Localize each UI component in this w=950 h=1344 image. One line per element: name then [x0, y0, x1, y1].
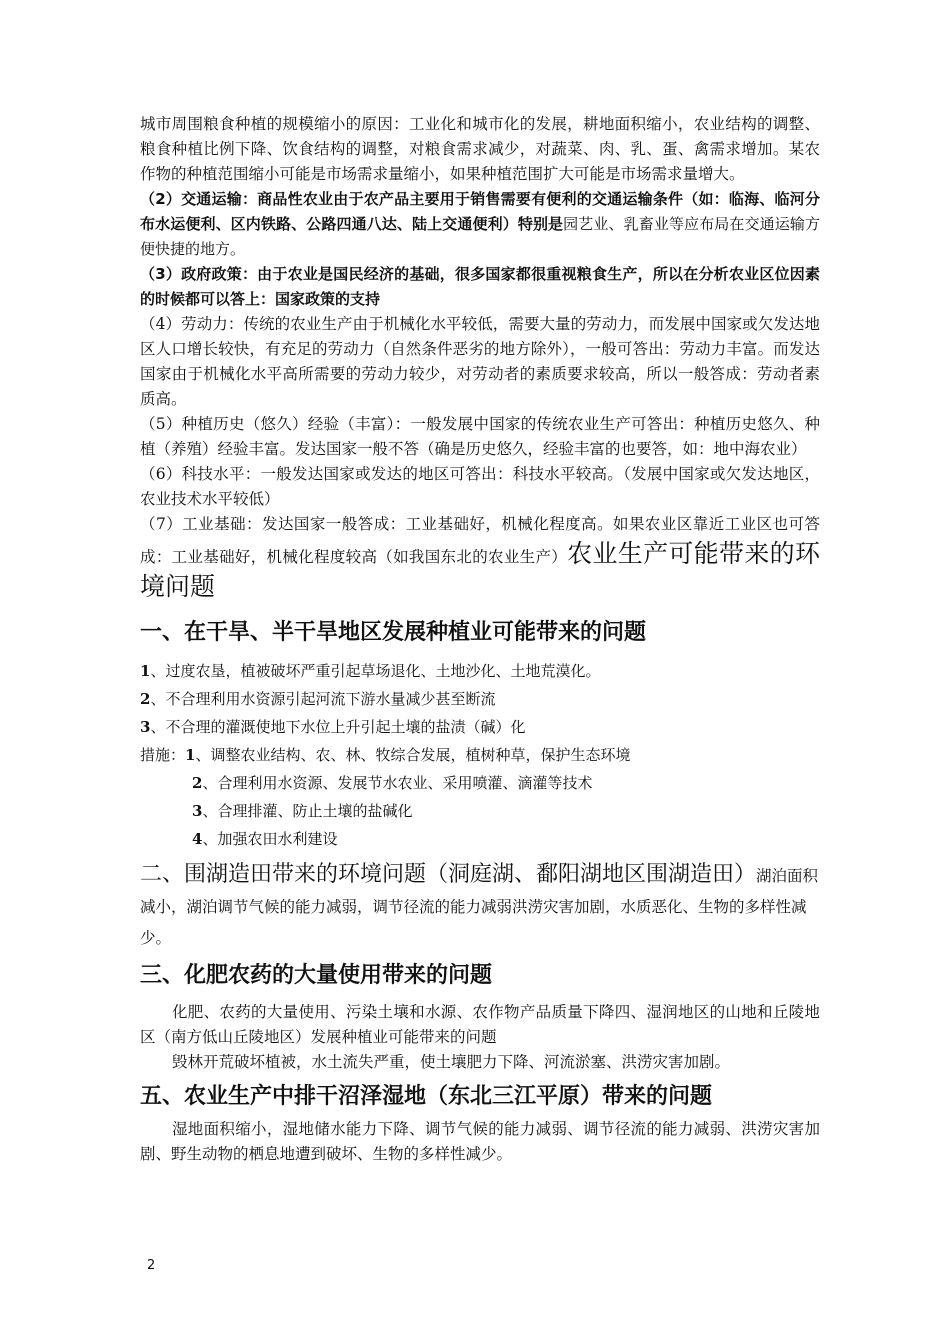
item-number: 1: [185, 746, 196, 764]
section5-heading: 五、农业生产中排干沼泽湿地（东北三江平原）带来的问题: [140, 1083, 713, 1109]
paragraph-grain-reduction: 城市周围粮食种植的规模缩小的原因：工业化和城市化的发展，耕地面积缩小，农业结构的调整、粮食种植比例下降、饮食结构的调整，对粮食需求减少，对蔬菜、肉、乳、蛋、禽需求增加。某农作物的种植范围缩小可能是市场需求量缩小，如果种植范围扩大可能是市场需求量增大。: [140, 115, 820, 183]
section3-body: 化肥、农药的大量使用、污染土壤和水源、农作物产品质量下降四、湿润地区的山地和丘陵地区（南方低山丘陵地区）发展种植业可能带来的问题: [140, 1003, 820, 1046]
section5-body: 湿地面积缩小，湿地储水能力下降、调节气候的能力减弱、调节径流的能力减弱、洪涝灾害加剧、野生动物的栖息地遭到破坏、生物的多样性减少。: [140, 1120, 820, 1163]
list-item: [140, 713, 820, 741]
paragraph-policy: （3）政府政策：由于农业是国民经济的基础，很多国家都很重视粮食生产，所以在分析农业区位因素的时候都可以答上：国家政策的支持: [140, 265, 820, 308]
section2-body: 湖泊面积减小，湖泊调节气候的能力减弱，调节径流的能力减弱洪涝灾害加剧，水质恶化、生物的多样性减少。: [140, 867, 819, 947]
measures-item: [140, 769, 820, 797]
environment-title: 农业生产可能带来的环境问题: [140, 539, 820, 601]
list-item: [140, 685, 820, 713]
page-number: 2: [147, 1258, 156, 1273]
item-text: 、加强农田水利建设: [202, 830, 338, 848]
item-text: 、过度农垦，植被破坏严重引起草场退化、土地沙化、土地荒漠化。: [150, 662, 601, 680]
paragraph-transport: [140, 187, 820, 262]
section1-heading: 一、在干旱、半干旱地区发展种植业可能带来的问题: [140, 619, 647, 645]
item-text: 、合理利用水资源、发展节水农业、采用喷灌、滴灌等技术: [202, 774, 593, 792]
industry-text: （7）工业基础：发达国家一般答成：工业基础好，机械化程度高。如果农业区靠近工业区也可答成：工业基础好，机械化程度较高（如我国东北的农业生产）: [140, 515, 820, 566]
item-number: 3: [140, 718, 151, 736]
item-number: 4: [192, 830, 203, 848]
transport-text-tail: 园艺业、乳畜业等应布局在交通运输方便快捷的地方。: [140, 215, 820, 258]
paragraph-technology: （6）科技水平：一般发达国家或发达的地区可答出：科技水平较高。（发展中国家或欠发达地区，农业技术水平较低）: [140, 465, 820, 508]
measures-item: [140, 797, 820, 825]
measures-item: [140, 741, 820, 769]
paragraph-labor: （4）劳动力：传统的农业生产由于机械化水平较低，需要大量的劳动力，而发展中国家或欠发达地区人口增长较快，有充足的劳动力（自然条件恶劣的地方除外），一般可答出：劳动力丰富。而发达国家由于机械化水平高所需要的劳动力较少，对劳动者的素质要求较高，所以一般答成：劳动者素质高。: [140, 315, 820, 408]
measures-label: 措施：: [140, 746, 186, 764]
transport-text: （2）交通运输：商品性农业由于农产品主要用于销售需要有便利的交通运输条件（如：临海、临河分布水运便利、区内铁路、公路四通八达、陆上交通便利）特别是: [140, 190, 820, 233]
section2-paragraph: [140, 859, 820, 954]
item-text: 、不合理的灌溉使地下水位上升引起土壤的盐渍（碱）化: [150, 718, 526, 736]
paragraph-history: （5）种植历史（悠久）经验（丰富）：一般发展中国家的传统农业生产可答出：种植历史悠久、种植（养殖）经验丰富。发达国家一般不答（确是历史悠久，经验丰富的也要答，如：地中海农业）: [140, 415, 820, 458]
item-number: 2: [192, 774, 203, 792]
paragraph-industry: [140, 512, 820, 603]
item-text: 、不合理利用水资源引起河流下游水量减少甚至断流: [150, 690, 496, 708]
list-item: [140, 657, 820, 685]
document-page: [140, 112, 820, 1167]
measures-item: [140, 825, 820, 853]
item-number: 3: [192, 802, 203, 820]
section3-heading: 三、化肥农药的大量使用带来的问题: [140, 962, 493, 988]
item-number: 2: [140, 690, 151, 708]
item-number: 1: [140, 662, 151, 680]
item-text: 、合理排灌、防止土壤的盐碱化: [202, 802, 413, 820]
section2-heading: 二、围湖造田带来的环境问题（洞庭湖、鄱阳湖地区围湖造田）: [140, 862, 757, 887]
section4-body: 毁林开荒破坏植被，水土流失严重，使土壤肥力下降、河流淤塞、洪涝灾害加剧。: [172, 1053, 731, 1071]
item-text: 、调整农业结构、农、林、牧综合发展，植树种草，保护生态环境: [195, 746, 631, 764]
